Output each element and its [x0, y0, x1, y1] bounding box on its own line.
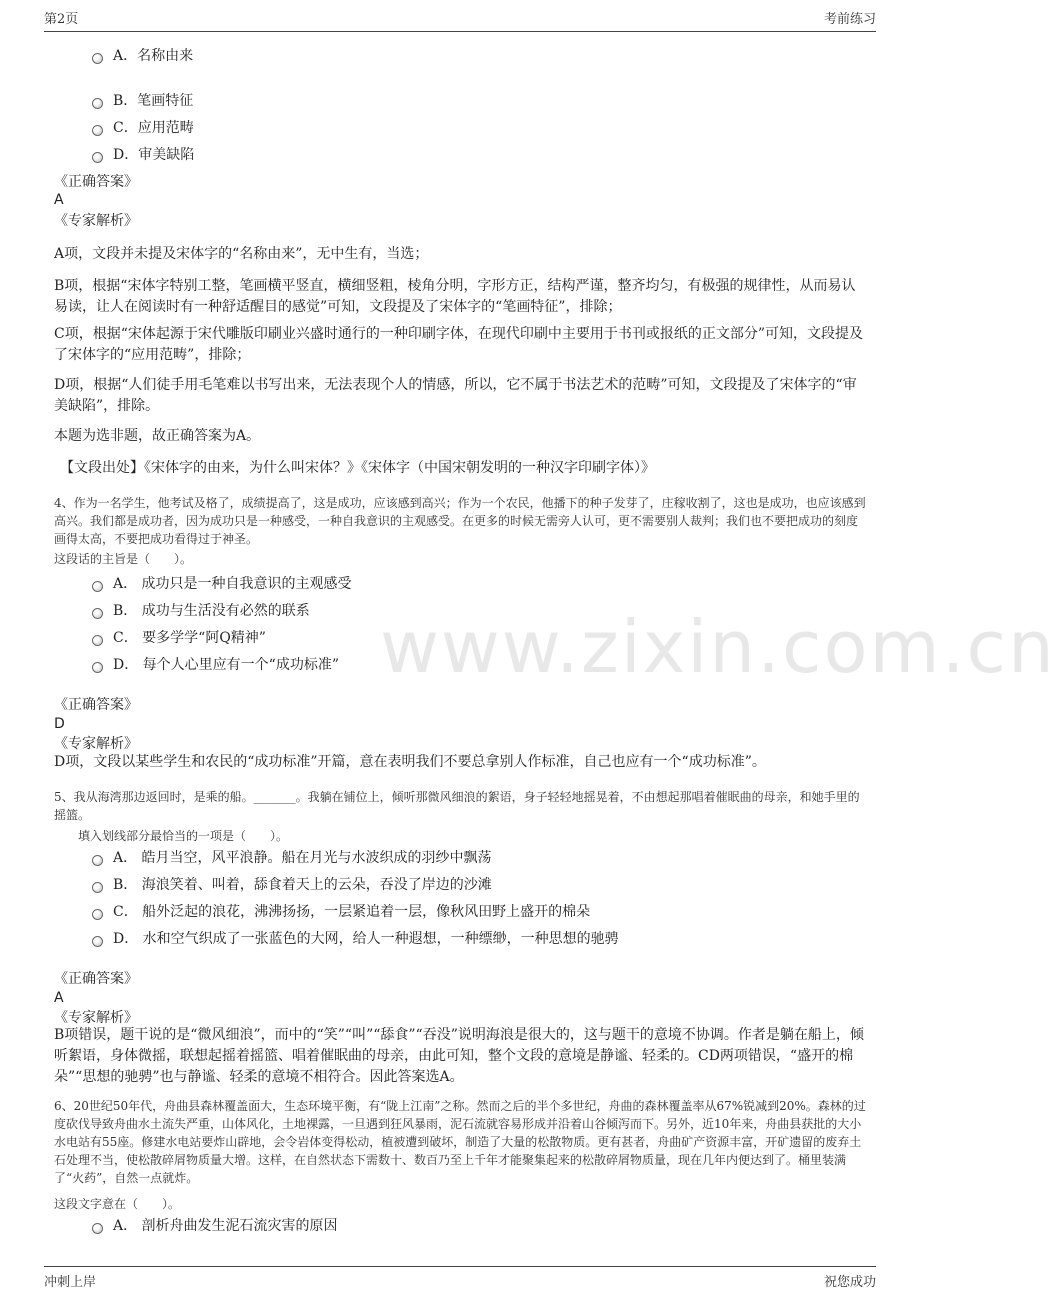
- radio-icon[interactable]: [92, 936, 103, 947]
- q3-source: 【文段出处】《宋体字的由来，为什么叫宋体？》《宋体字（中国宋朝发明的一种汉字印刷字体）》: [60, 460, 655, 476]
- page-number: 第2页: [44, 12, 79, 27]
- q3-analysis-c: C项，根据“宋体起源于宋代雕版印刷业兴盛时通行的一种印刷字体，在现代印刷中主要用于书刊或报纸的正文部分”可知，文段提及了宋体字的“应用范畴”，排除；: [54, 326, 864, 363]
- q4-option-d[interactable]: D． 每个人心里应有一个“成功标准”: [92, 653, 339, 675]
- q6-option-a[interactable]: A． 剖析舟曲发生泥石流灾害的原因: [92, 1214, 338, 1236]
- q4-answer: D: [54, 716, 65, 732]
- q3-answer: A: [54, 192, 64, 208]
- q5-answer: A: [54, 990, 64, 1006]
- radio-icon[interactable]: [92, 662, 103, 673]
- q3-option-a[interactable]: A．名称由来: [92, 44, 193, 66]
- radio-icon[interactable]: [92, 53, 103, 64]
- q4-analysis-label: 《专家解析》: [54, 736, 138, 752]
- footer-right: 祝您成功: [823, 1275, 876, 1290]
- q3-option-b[interactable]: B．笔画特征: [92, 89, 193, 111]
- q3-analysis-a: A项，文段并未提及宋体字的“名称由来”，无中生有，当选；: [54, 246, 429, 262]
- q4-option-a[interactable]: A． 成功只是一种自我意识的主观感受: [92, 572, 352, 594]
- q3-option-d[interactable]: D．审美缺陷: [92, 143, 194, 165]
- radio-icon[interactable]: [92, 855, 103, 866]
- radio-icon[interactable]: [92, 882, 103, 893]
- radio-icon[interactable]: [92, 98, 103, 109]
- q5-analysis: B项错误，题干说的是“微风细浪”，而中的“笑”“叫”“舔食”“吞没”说明海浪是很大的，这与题干的意境不协调。作者是躺在船上，倾听絮语，身体微摇，联想起摇着摇篮、唱着催眠曲的母亲，由此可知，整个文段的意境是静谧、轻柔的。CD两项错误，“盛开的棉朵”“思想的驰骋”也与静谧、轻柔的意境不相符合。因此答案选A。: [54, 1027, 864, 1085]
- footer-rule: [44, 1266, 876, 1267]
- q6-stem: 6、20世纪50年代，舟曲县森林覆盖面大，生态环境平衡，有“陇上江南”之称。然而之后的半个多世纪，舟曲的森林覆盖率从67%锐减到20%。森林的过度砍伐导致舟曲水土流失严重，山体风化，土地裸露，一旦遇到狂风暴雨，泥石流就容易形成并沿着山谷倾泻而下。另外，近10年来，舟曲县获批的大小水电站有55座。修建水电站要炸山辟地，会令岩体变得松动，植被遭到破坏，制造了大量的松散物质。更有甚者，舟曲矿产资源丰富，开矿遗留的废弃土石处理不当，使松散碎屑物质量大增。这样，在自然状态下需数十、数百乃至上千年才能聚集起来的松散碎屑物质量，现在几年内便达到了。桶里装满了“火药”，自然一点就炸。: [54, 1099, 866, 1185]
- q3-answer-label: 《正确答案》: [54, 174, 138, 190]
- radio-icon[interactable]: [92, 608, 103, 619]
- q3-option-c[interactable]: C．应用范畴: [92, 116, 194, 138]
- radio-icon[interactable]: [92, 125, 103, 136]
- q5-option-c[interactable]: C． 船外泛起的浪花，沸沸扬扬，一层紧追着一层，像秋风田野上盛开的棉朵: [92, 900, 590, 922]
- header-rule: [44, 31, 876, 32]
- radio-icon[interactable]: [92, 152, 103, 163]
- radio-icon[interactable]: [92, 635, 103, 646]
- q5-answer-label: 《正确答案》: [54, 971, 138, 987]
- q6-question: 这段文字意在（ ）。: [54, 1197, 181, 1211]
- radio-icon[interactable]: [92, 1223, 103, 1234]
- q4-question: 这段话的主旨是（ ）。: [54, 552, 193, 566]
- radio-icon[interactable]: [92, 909, 103, 920]
- q5-option-a[interactable]: A． 皓月当空，风平浪静。船在月光与水波织成的羽纱中飘荡: [92, 846, 492, 868]
- q3-analysis-label: 《专家解析》: [54, 213, 138, 229]
- q5-option-b[interactable]: B． 海浪笑着、叫着，舔食着天上的云朵，吞没了岸边的沙滩: [92, 873, 492, 895]
- q4-analysis: D项，文段以某些学生和农民的“成功标准”开篇，意在表明我们不要总拿别人作标准，自己也应有一个“成功标准”。: [54, 754, 766, 770]
- watermark: www.zixin.com.cn: [380, 605, 1056, 689]
- q5-option-d[interactable]: D． 水和空气织成了一张蓝色的大网，给人一种遐想，一种缥缈，一种思想的驰骋: [92, 927, 619, 949]
- q4-stem: 4、作为一名学生，他考试及格了，成绩提高了，这是成功，应该感到高兴；作为一个农民，他播下的种子发芽了，庄稼收割了，这也是成功，也应该感到高兴。我们都是成功者，因为成功只是一种感受，一种自我意识的主观感受。在更多的时候无需旁人认可，更不需要别人裁判；我们也不要把成功的刻度画得太高，不要把成功看得过于神圣。: [54, 496, 866, 546]
- q5-analysis-label: 《专家解析》: [54, 1010, 138, 1026]
- footer-left: 冲刺上岸: [44, 1275, 97, 1290]
- q3-analysis-d: D项，根据“人们徒手用毛笔难以书写出来，无法表现个人的情感，所以，它不属于书法艺术的范畴”可知，文段提及了宋体字的“审美缺陷”，排除。: [54, 377, 857, 414]
- page-header-title: 考前练习: [823, 12, 876, 27]
- q5-question: 填入划线部分最恰当的一项是（ ）。: [78, 829, 289, 843]
- q3-conclusion: 本题为选非题，故正确答案为A。: [54, 428, 261, 444]
- q5-stem: 5、我从海湾那边返回时，是乘的船。_______。我躺在铺位上，倾听那微风细浪的絮语，身子轻轻地摇晃着，不由想起那唱着催眠曲的母亲，和她手里的摇篮。: [54, 790, 860, 822]
- radio-icon[interactable]: [92, 581, 103, 592]
- q3-analysis-b: B项，根据“宋体字特别工整，笔画横平竖直，横细竖粗，棱角分明，字形方正，结构严谨，整齐均匀，有极强的规律性，从而易认易读，让人在阅读时有一种舒适醒目的感觉”可知，文段提及了宋体字的“笔画特征”，排除；: [54, 278, 856, 315]
- q4-answer-label: 《正确答案》: [54, 697, 138, 713]
- q4-option-b[interactable]: B． 成功与生活没有必然的联系: [92, 599, 310, 621]
- q4-option-c[interactable]: C． 要多学学“阿Q精神”: [92, 626, 266, 648]
